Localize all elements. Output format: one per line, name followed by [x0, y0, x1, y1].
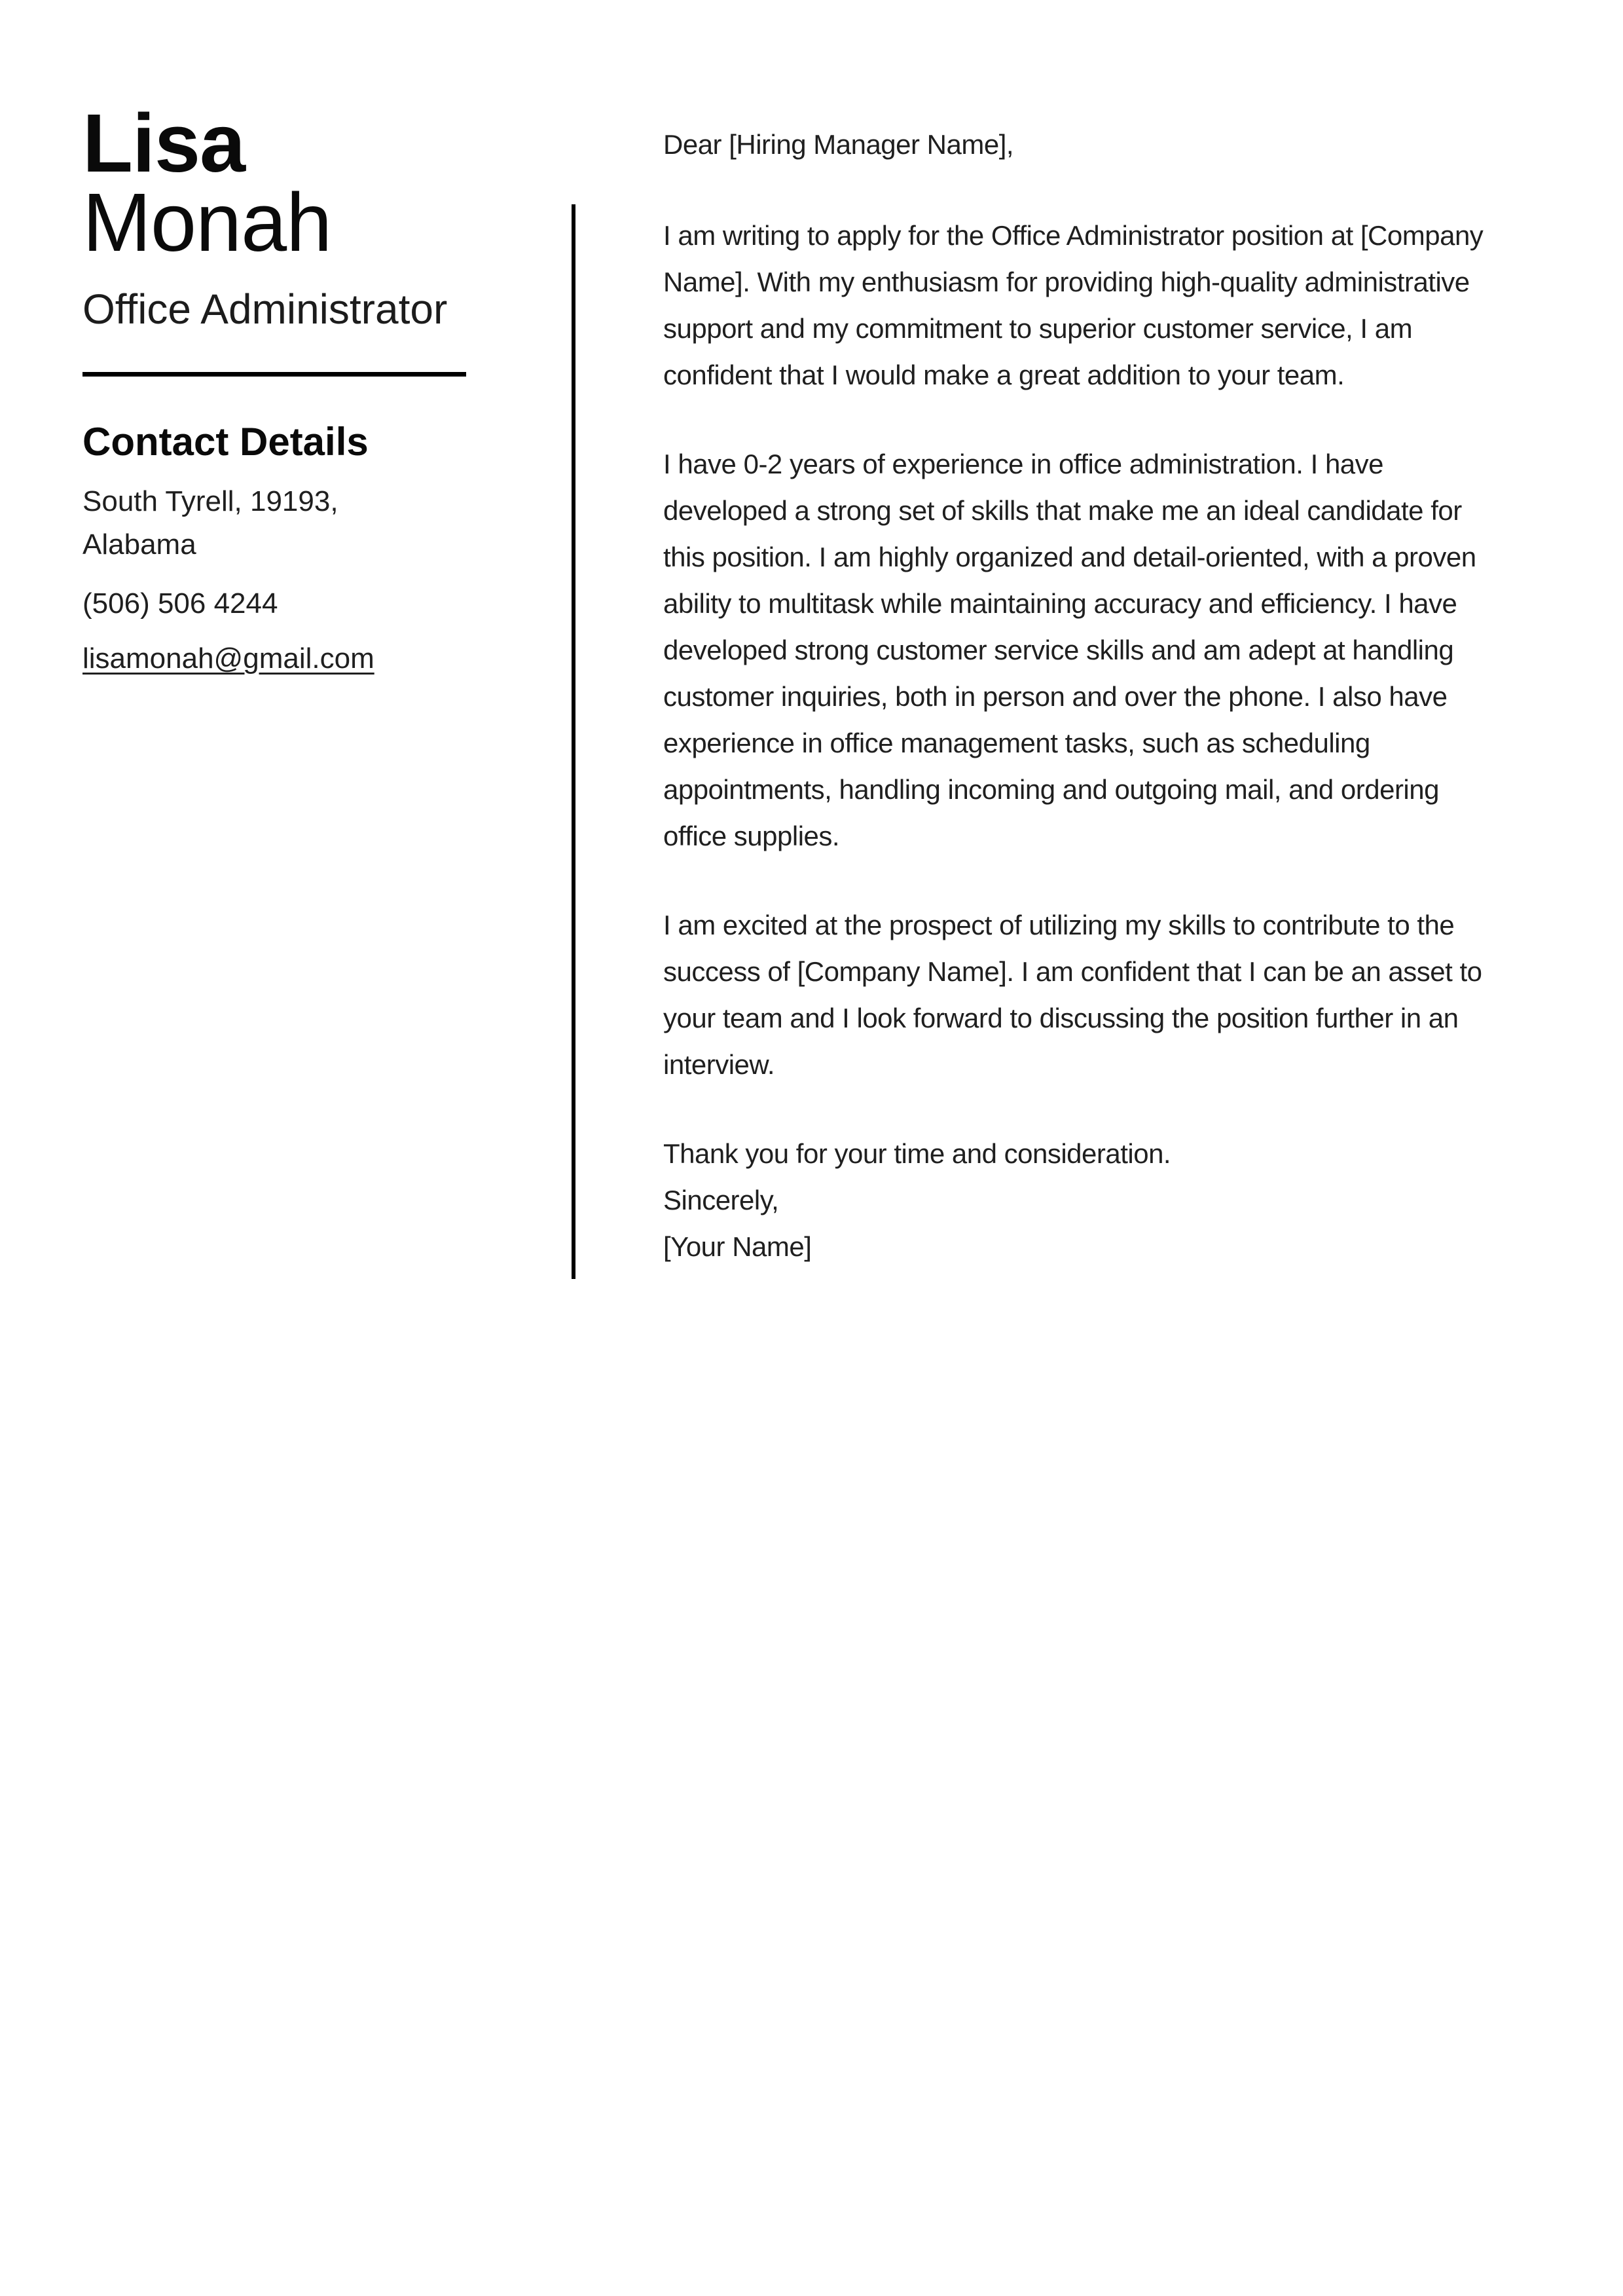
address-line-1: South Tyrell, 19193, — [82, 485, 338, 517]
candidate-last-name: Monah — [82, 176, 332, 268]
closing: Sincerely, — [663, 1185, 779, 1215]
letter-paragraph: I have 0-2 years of experience in office administration. I have developed a strong set of skills that make me an ideal candidate for this position. I am highly organized and detail-oriented, with a proven ability to multitask while maintaining accuracy and efficiency. I have developed strong customer service skills and am adept at handling customer inquiries, both in person and over the phone. I also have experience in office management tasks, such as scheduling appointments, handling incoming and outgoing mail, and ordering office supplies. — [663, 449, 1476, 851]
candidate-first-name: Lisa — [82, 97, 246, 189]
sidebar-divider — [82, 372, 466, 377]
letter-paragraph: I am excited at the prospect of utilizing my skills to contribute to the success of [Company Name]. I am confident that I can be an asset to your team and I look forward to discussing the position further in an interview. — [663, 910, 1482, 1080]
salutation: Dear [Hiring Manager Name], — [663, 129, 1014, 160]
letter-body — [572, 204, 1495, 1279]
letter-paragraph: Thank you for your time and consideration. — [663, 1138, 1171, 1169]
contact-block — [82, 480, 466, 680]
contact-details-heading: Contact Details — [82, 420, 369, 464]
job-title: Office Administrator — [82, 286, 448, 333]
candidate-name — [82, 97, 466, 268]
email-link[interactable]: lisamonah@gmail.com — [82, 642, 374, 675]
letter — [572, 121, 1495, 1279]
address-line-2: Alabama — [82, 528, 196, 561]
sidebar — [82, 97, 466, 680]
letter-paragraph: I am writing to apply for the Office Administrator position at [Company Name]. With my enthusiasm for providing high-quality administrative support and my commitment to superior customer service, I am confident that I would make a great addition to your team. — [663, 220, 1484, 390]
signature-placeholder: [Your Name] — [663, 1231, 812, 1262]
address — [82, 480, 466, 566]
letter-paragraphs — [663, 212, 1495, 1177]
phone-number: (506) 506 4244 — [82, 587, 278, 620]
email-line — [82, 637, 466, 680]
